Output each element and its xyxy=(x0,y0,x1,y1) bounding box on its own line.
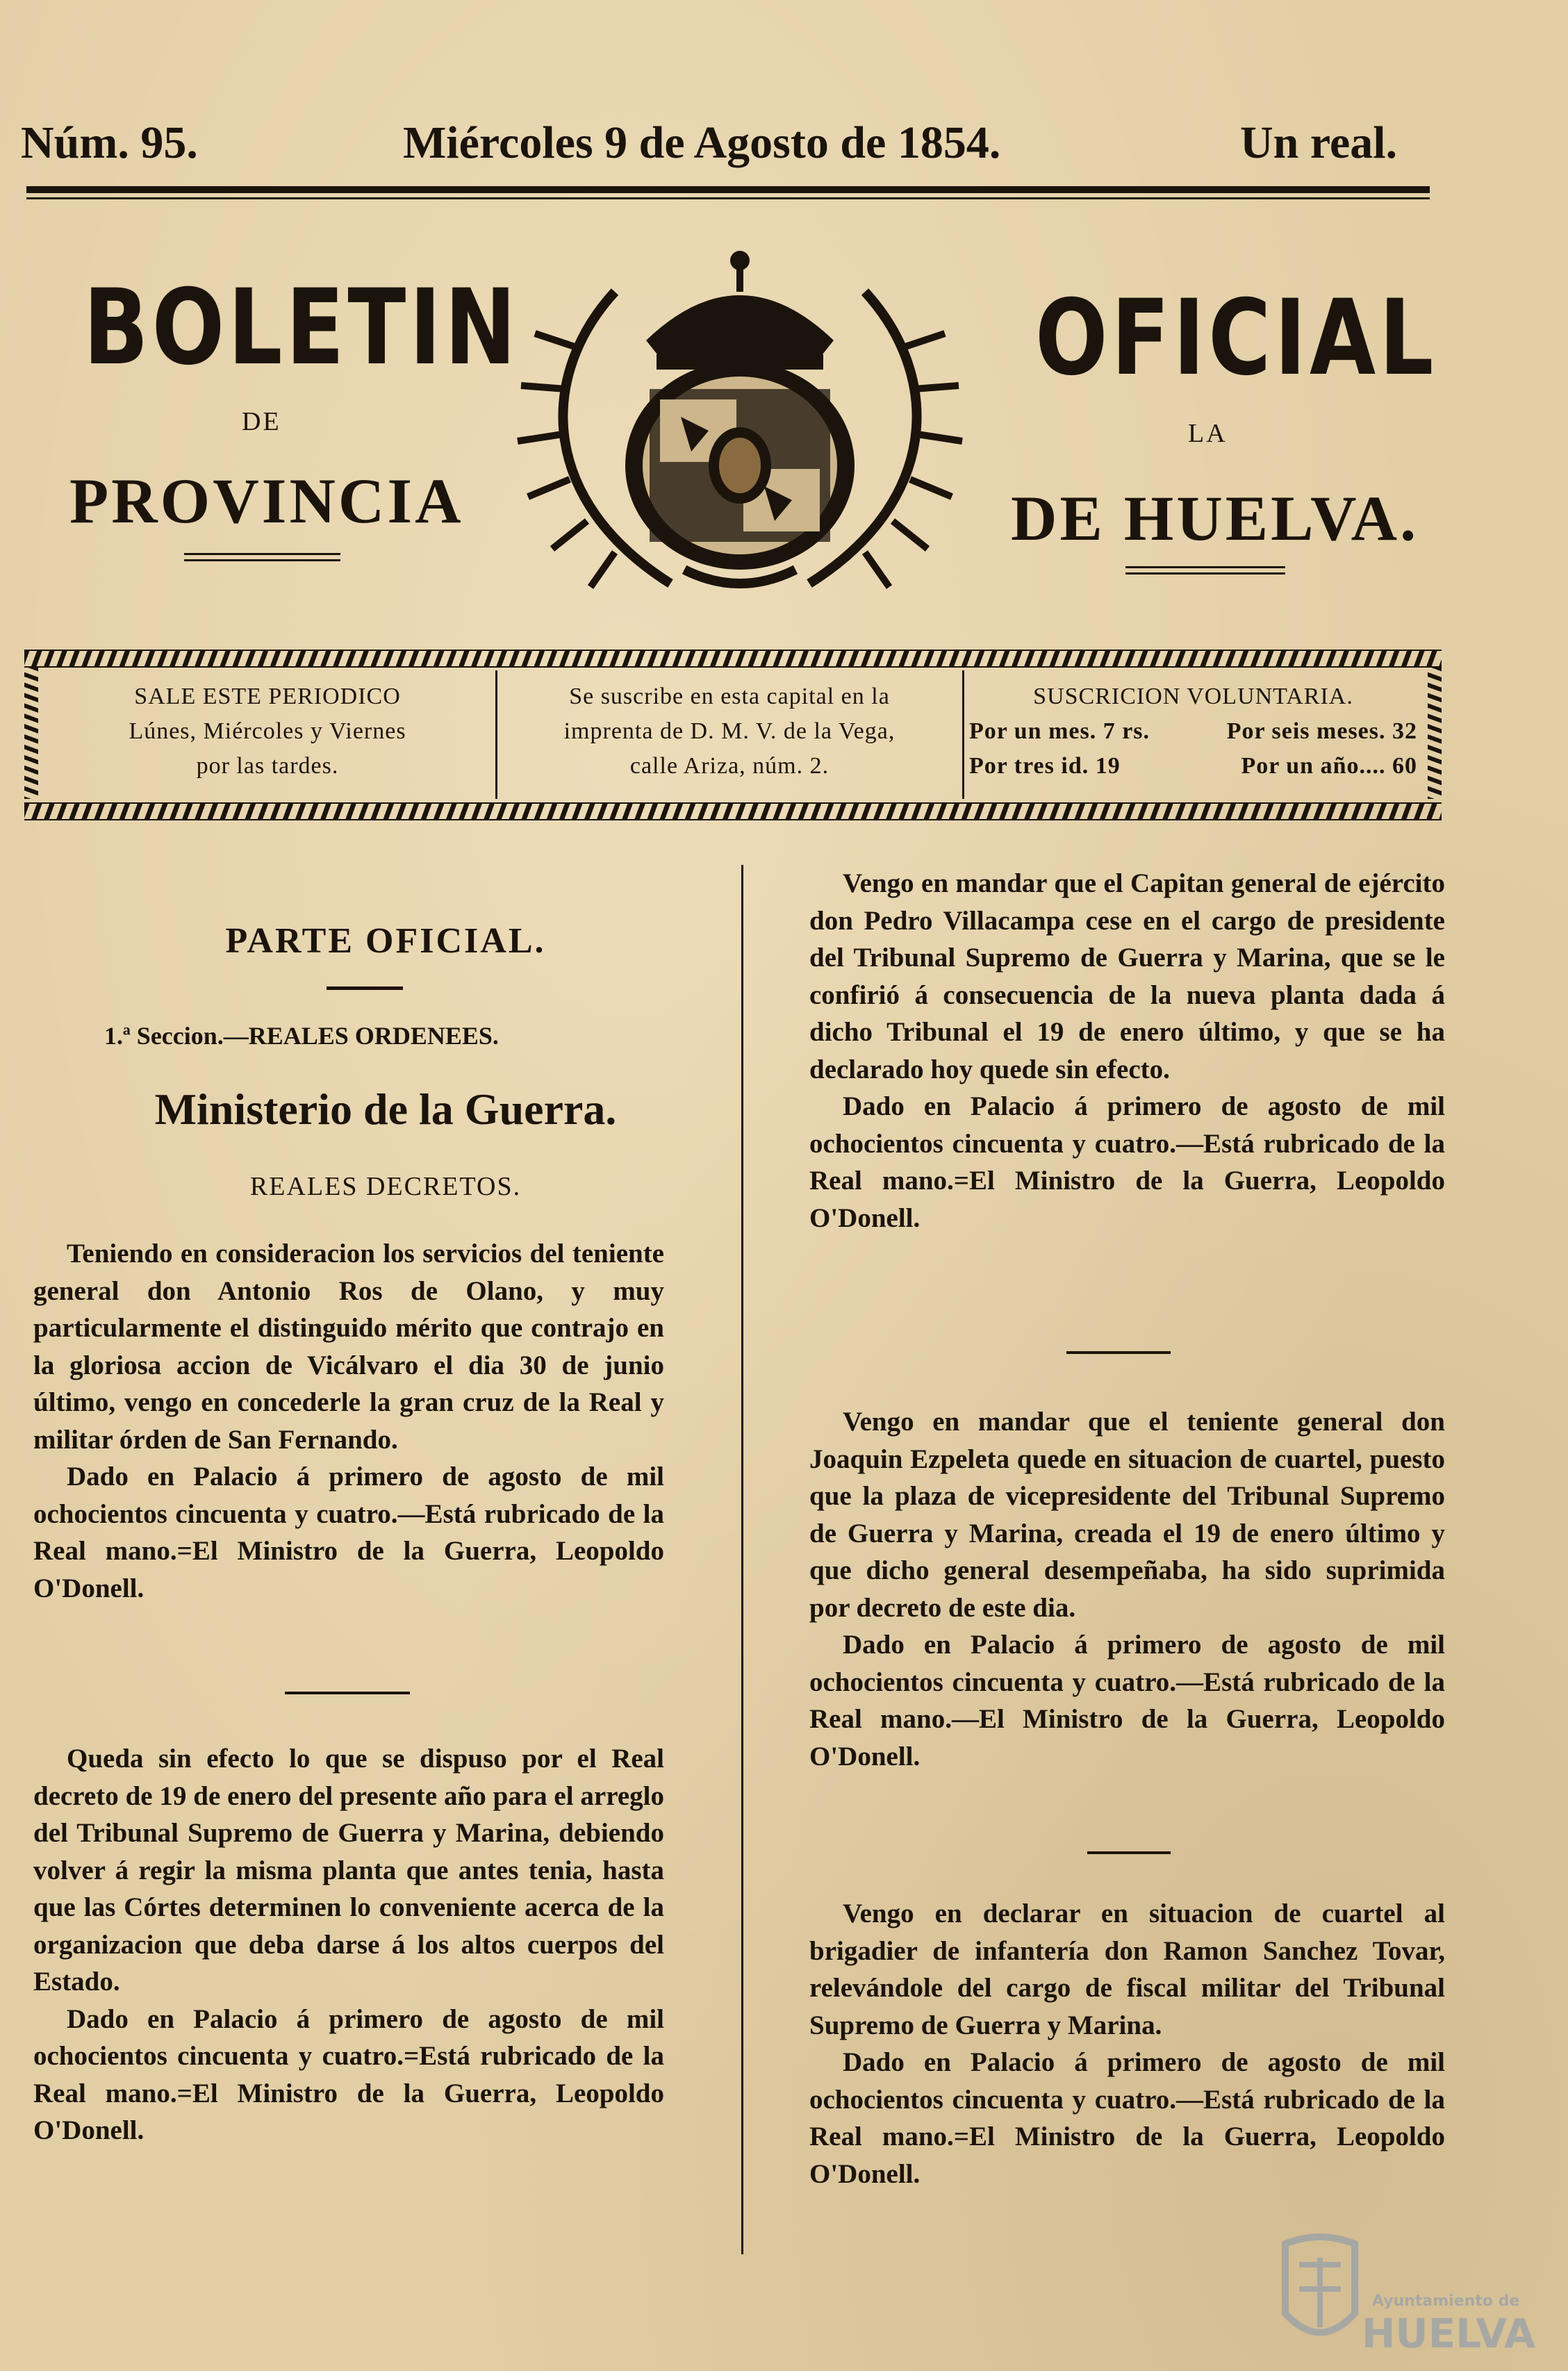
info-left xyxy=(49,679,486,784)
decree-3-text: Vengo en mandar que el Capitan general de ejército don Pedro Villacampa cese en el cargo de presidente del Tribunal Supremo de Guerra y Marina, que se le confirió á consecuencia de la nueva planta dada á dicho Tribunal el 19 de enero último, y que se ha declarado hoy quede sin efecto. xyxy=(809,868,1445,1084)
decree-1-signature: Dado en Palacio á primero de agosto de mil ochocientos cincuenta y cuatro.—Está rubricado de la Real mano.=El Ministro de la Guerra, Leopoldo O'Donell. xyxy=(33,1462,664,1603)
decree-3 xyxy=(809,865,1445,1237)
title-la: LA xyxy=(1188,419,1228,448)
watermark-shield-icon xyxy=(1278,2230,1362,2355)
chain-border-top xyxy=(24,650,1442,668)
title-provincia: PROVINCIA xyxy=(69,465,464,536)
price-one-year: Por un año.... 60 xyxy=(1241,753,1417,779)
subscription-row-1 xyxy=(969,714,1417,749)
decree-3-signature: Dado en Palacio á primero de agosto de mil ochocientos cincuenta y cuatro.—Está rubricado de la Real mano.=El Ministro de la Guerra, Leopoldo O'Donell. xyxy=(809,1091,1445,1233)
ministry-title: Ministerio de la Guerra. xyxy=(154,1084,617,1134)
title-boletin: BOLETIN xyxy=(83,267,520,388)
issue-number: Núm. 95. xyxy=(21,117,198,168)
decree-4 xyxy=(809,1403,1445,1775)
decree-1 xyxy=(33,1235,664,1607)
decree-2-text: Queda sin efecto lo que se dispuso por el Real decreto de 19 de enero del presente año para el arreglo del Tribunal Supremo de Guerra y Marina, debiendo volver á regir la misma planta que antes tenia, hasta que las Córtes determinen lo conveniente acerca de la organizacion que deba darse á los altos cuerpos del Estado. xyxy=(33,1744,664,1997)
masthead-rule xyxy=(26,186,1430,193)
info-center-line3: calle Ariza, núm. 2. xyxy=(629,753,830,779)
decree-separator-2 xyxy=(1066,1351,1171,1354)
decree-separator-1 xyxy=(285,1692,410,1694)
price-one-month: Por un mes. 7 rs. xyxy=(969,718,1150,744)
title-de: DE xyxy=(242,407,281,436)
chain-border-left xyxy=(24,667,38,799)
subscription-row-2 xyxy=(969,749,1417,784)
watermark-text: HUELVA xyxy=(1362,2310,1536,2357)
info-separator-1 xyxy=(495,670,497,799)
section-title: PARTE OFICIAL. xyxy=(225,921,546,961)
decree-5-text: Vengo en declarar en situacion de cuartel al brigadier de infantería don Ramon Sanchez Tovar, relevándole del cargo de fiscal militar del Tribunal Supremo de Guerra y Marina. xyxy=(809,1899,1445,2040)
section-divider xyxy=(327,986,403,990)
price-six-months: Por seis meses. 32 xyxy=(1226,718,1417,744)
decree-4-signature: Dado en Palacio á primero de agosto de mil ochocientos cincuenta y cuatro.—Está rubricado de la Real mano.—El Ministro de la Guerra, Leopoldo O'Donell. xyxy=(809,1630,1445,1771)
ornament-left xyxy=(184,553,340,561)
chain-border-right xyxy=(1428,667,1442,799)
subscription-title: SUSCRICION VOLUNTARIA. xyxy=(1033,684,1353,709)
masthead-rule-thin xyxy=(26,197,1430,199)
price-three-months: Por tres id. 19 xyxy=(969,753,1121,779)
title-de-huelva: DE HUELVA. xyxy=(1011,483,1419,554)
decree-4-text: Vengo en mandar que el teniente general don Joaquin Ezpeleta quede en situacion de cuartel, puesto que la plaza de vicepresidente del Tribunal Supremo de Guerra y Marina, creada el 19 de enero último y que dicho general desempeñaba, ha sido suprimida por decreto de este dia. xyxy=(809,1407,1445,1623)
decrees-label: REALES DECRETOS. xyxy=(249,1172,522,1201)
decree-2 xyxy=(33,1740,664,2149)
column-divider xyxy=(741,865,743,2254)
info-separator-2 xyxy=(962,670,964,799)
coat-of-arms-emblem xyxy=(511,236,969,604)
title-oficial: OFICIAL xyxy=(1035,278,1437,399)
decree-2-signature: Dado en Palacio á primero de agosto de mil ochocientos cincuenta y cuatro.=Está rubricado de la Real mano.=El Ministro de la Guerra, Leopoldo O'Donell. xyxy=(33,2004,664,2145)
decree-separator-3 xyxy=(1087,1851,1171,1854)
info-right xyxy=(969,679,1417,784)
info-left-line2: Lúnes, Miércoles y Viernes xyxy=(129,718,406,744)
info-center-line1: Se suscribe en esta capital en la xyxy=(569,684,890,709)
watermark-caption: Ayuntamiento de xyxy=(1372,2292,1520,2310)
chain-border-bottom xyxy=(24,802,1442,820)
subsection-title: 1.ª Seccion.—REALES ORDENEES. xyxy=(104,1022,499,1050)
ornament-right xyxy=(1125,566,1285,575)
issue-price: Un real. xyxy=(1240,117,1398,168)
info-left-line1: SALE ESTE PERIODICO xyxy=(134,684,401,709)
info-center-line2: imprenta de D. M. V. de la Vega, xyxy=(563,718,896,744)
decree-5-signature: Dado en Palacio á primero de agosto de mil ochocientos cincuenta y cuatro.—Está rubricado de la Real mano.=El Ministro de la Guerra, Leopoldo O'Donell. xyxy=(809,2047,1445,2189)
decree-1-text: Teniendo en consideracion los servicios del teniente general don Antonio Ros de Olano, y muy particularmente el distinguido mérito que contrajo en la gloriosa accion de Vicálvaro el dia 30 de junio último, vengo en concederle la gran cruz de la Real y militar órden de San Fernando. xyxy=(33,1239,664,1455)
info-left-line3: por las tardes. xyxy=(196,753,339,779)
decree-5 xyxy=(809,1895,1445,2192)
info-center xyxy=(507,679,952,784)
issue-date: Miércoles 9 de Agosto de 1854. xyxy=(403,117,1001,168)
